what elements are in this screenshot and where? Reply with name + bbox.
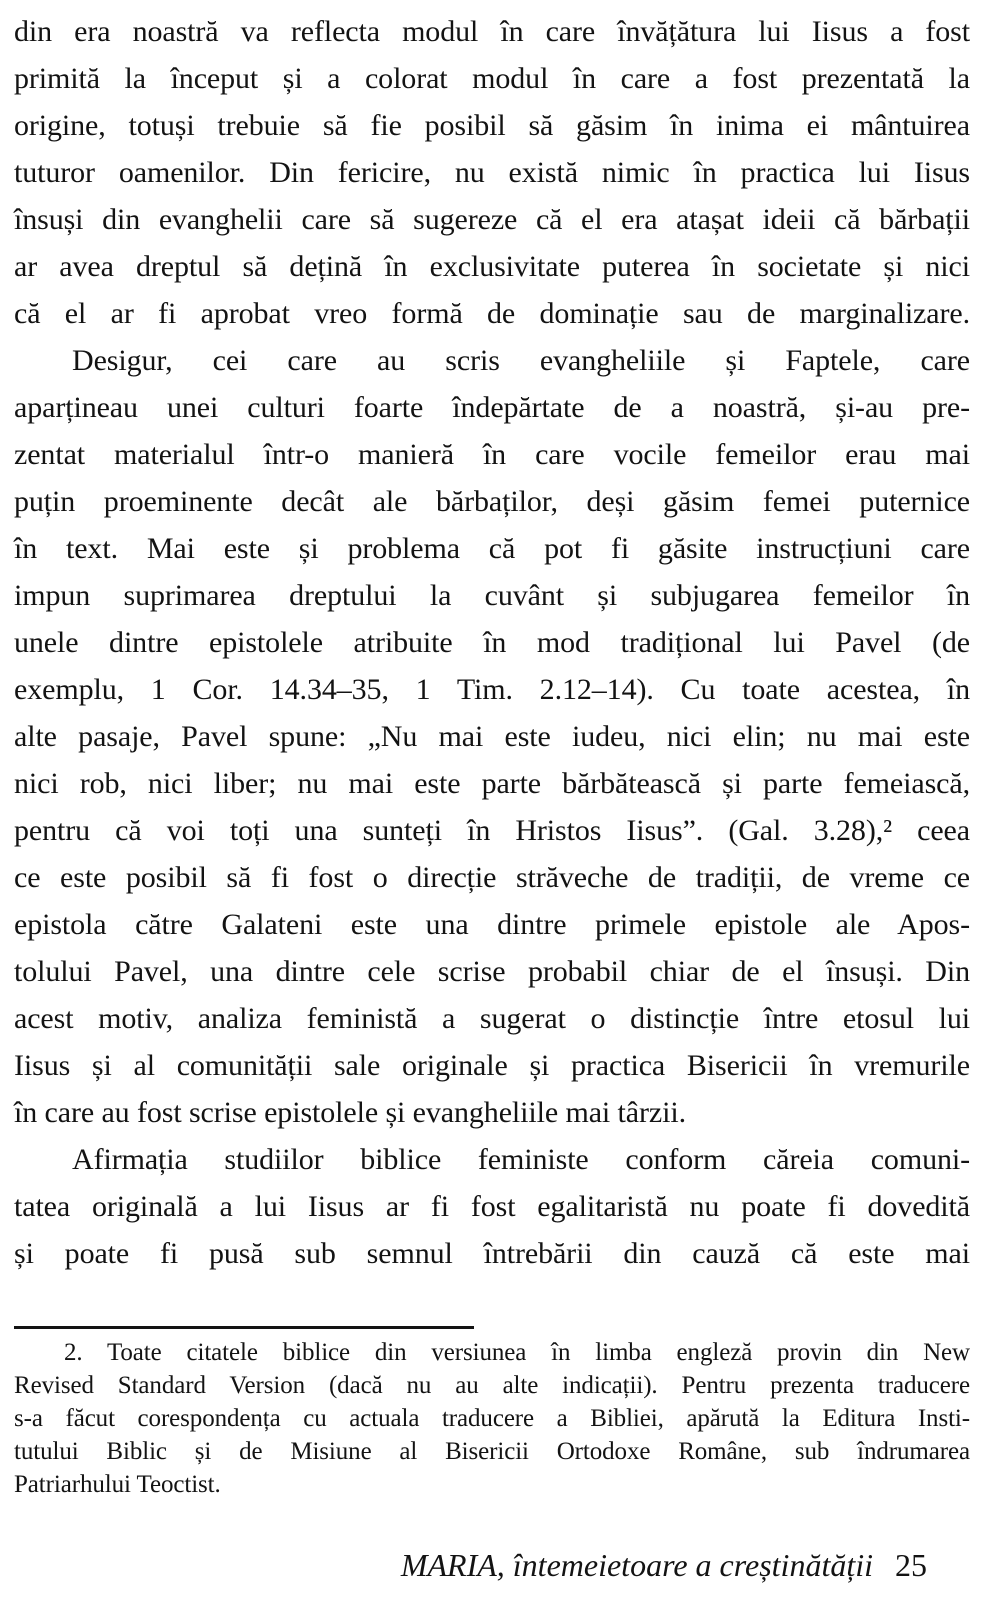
text-line: epistola către Galateni este una dintre primele epistole ale Apos- bbox=[14, 908, 970, 941]
text-line: că el ar fi aprobat vreo formă de dominație sau de marginalizare. bbox=[14, 297, 970, 330]
text-line: ar avea dreptul să dețină în exclusivitate puterea în societate și nici bbox=[14, 250, 970, 283]
text-line: alte pasaje, Pavel spune: „Nu mai este iudeu, nici elin; nu mai este bbox=[14, 720, 970, 753]
text-line: puțin proeminente decât ale bărbaților, deși găsim femei puternice bbox=[14, 485, 970, 518]
text-line: zentat materialul într-o manieră în care vocile femeilor erau mai bbox=[14, 438, 970, 471]
text-line: Patriarhului Teoctist. bbox=[14, 1471, 221, 1498]
page-number: 25 bbox=[895, 1547, 927, 1583]
text-line: tutului Biblic și de Misiune al Bisericii Ortodoxe Române, sub îndrumarea bbox=[14, 1438, 970, 1465]
footnote bbox=[14, 1336, 970, 1501]
text-line: pentru că voi toți una sunteți în Hristos Iisus”. (Gal. 3.28),² ceea bbox=[14, 814, 970, 847]
page-footer bbox=[14, 1545, 927, 1585]
text-line: acest motiv, analiza feministă a sugerat o distincție între etosul lui bbox=[14, 1002, 970, 1035]
body-text bbox=[14, 8, 970, 1277]
text-line: în care au fost scrise epistolele și evangheliile mai târzii. bbox=[14, 1096, 686, 1129]
text-line: în text. Mai este și problema că pot fi găsite instrucțiuni care bbox=[14, 532, 970, 565]
text-line: Iisus și al comunității sale originale și practica Bisericii în vremurile bbox=[14, 1049, 970, 1082]
text-line: primită la început și a colorat modul în care a fost prezentată la bbox=[14, 62, 970, 95]
text-line: tuturor oamenilor. Din fericire, nu există nimic în practica lui Iisus bbox=[14, 156, 970, 189]
text-line: și poate fi pusă sub semnul întrebării din cauză că este mai bbox=[14, 1237, 970, 1270]
text-line: aparțineau unei culturi foarte îndepărtate de a noastră, și-au pre- bbox=[14, 391, 970, 424]
text-line: tolului Pavel, una dintre cele scrise probabil chiar de el însuși. Din bbox=[14, 955, 970, 988]
text-line: Revised Standard Version (dacă nu au alte indicații). Pentru prezenta traducere bbox=[14, 1372, 970, 1399]
text-line: 2. Toate citatele biblice din versiunea în limba engleză provin din New bbox=[64, 1339, 970, 1366]
footnote-separator bbox=[14, 1326, 474, 1329]
running-title: MARIA, întemeietoare a creștinătății bbox=[400, 1547, 873, 1583]
text-line: Afirmația studiilor biblice feministe conform căreia comuni- bbox=[72, 1143, 970, 1176]
text-line: însuși din evanghelii care să sugereze că el era atașat ideii că bărbații bbox=[14, 203, 970, 236]
text-line: impun suprimarea dreptului la cuvânt și subjugarea femeilor în bbox=[14, 579, 970, 612]
text-line: s-a făcut corespondența cu actuala traducere a Bibliei, apărută la Editura Insti- bbox=[14, 1405, 970, 1432]
text-line: exemplu, 1 Cor. 14.34–35, 1 Tim. 2.12–14). Cu toate acestea, în bbox=[14, 673, 970, 706]
text-line: ce este posibil să fi fost o direcție străveche de tradiții, de vreme ce bbox=[14, 861, 970, 894]
text-line: unele dintre epistolele atribuite în mod tradițional lui Pavel (de bbox=[14, 626, 970, 659]
text-line: tatea originală a lui Iisus ar fi fost egalitaristă nu poate fi dovedită bbox=[14, 1190, 970, 1223]
text-line: din era noastră va reflecta modul în care învățătura lui Iisus a fost bbox=[14, 15, 970, 48]
text-line: origine, totuși trebuie să fie posibil să găsim în inima ei mântuirea bbox=[14, 109, 970, 142]
text-line: nici rob, nici liber; nu mai este parte bărbătească și parte femeiască, bbox=[14, 767, 970, 800]
text-line: Desigur, cei care au scris evangheliile și Faptele, care bbox=[72, 344, 970, 377]
